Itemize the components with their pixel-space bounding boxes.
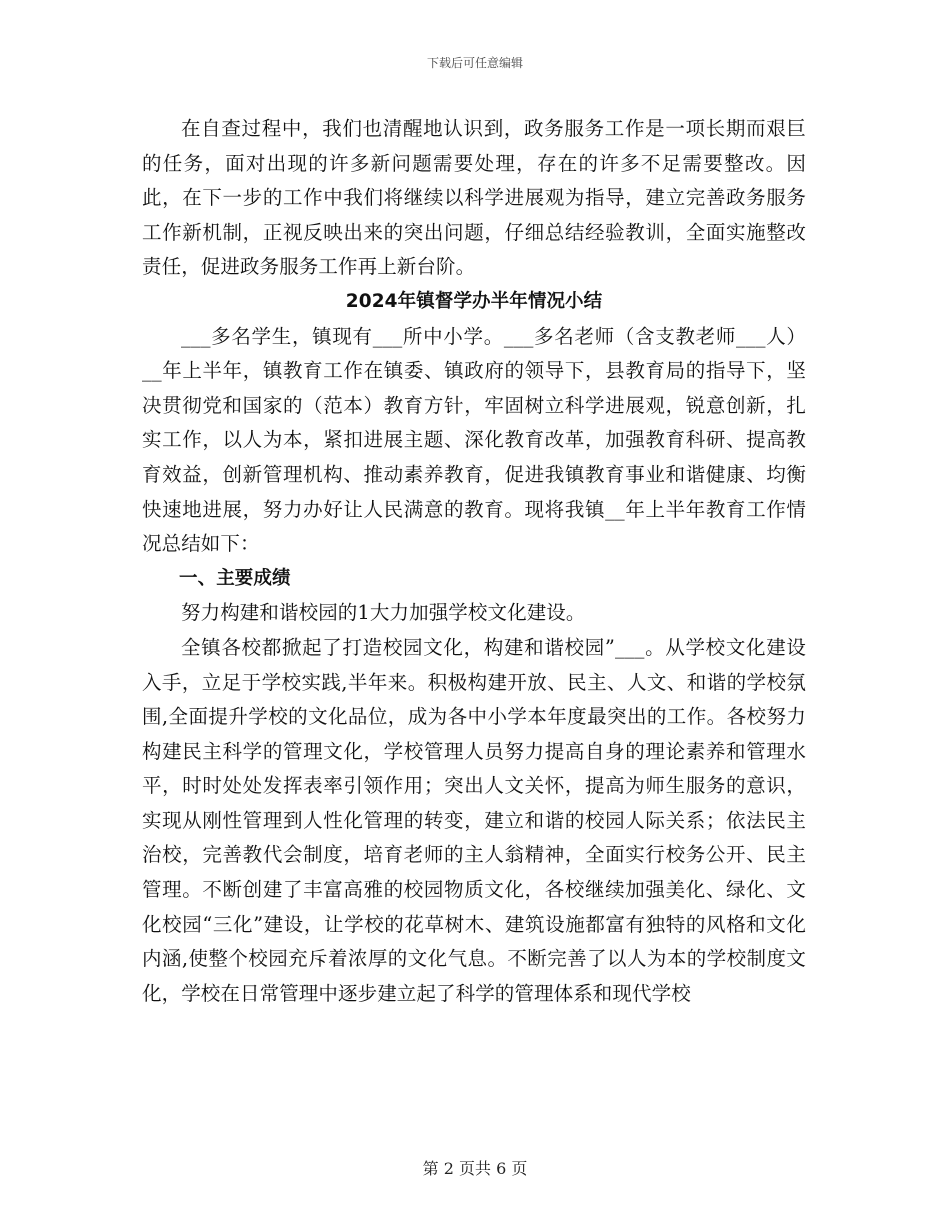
paragraph-self-inspection: 在自查过程中，我们也清醒地认识到，政务服务工作是一项长期而艰巨的任务，面对出现的许多新问题需要处理，存在的许多不足需要整改。因此，在下一步的工作中我们将继续以科学进展观为指导，建立完善政务服务工作新机制，正视反映出来的突出问题，仔细总结经验教训，全面实施整改责任，促进政务服务工作再上新台阶。 [142,117,806,279]
section-heading-achievements: 一、主要成绩 [179,567,291,589]
document-body [142,112,806,1011]
paragraph-overview: ___多名学生，镇现有___所中小学。___多名老师（含支教老师___人）__年上半年，镇教育工作在镇委、镇政府的领导下，县教育局的指导下，坚决贯彻党和国家的（范本）教育方针，牢固树立科学进展观，锐意创新，扎实工作，以人为本，紧扣进展主题、深化教育改革，加强教育科研、提高教育效益，创新管理机构、推动素养教育，促进我镇教育事业和谐健康、均衡快速地进展，努力办好让人民满意的教育。现将我镇__年上半年教育工作情况总结如下： [142,324,806,556]
paragraph-campus-culture: 全镇各校都掀起了打造校园文化，构建和谐校园”___。从学校文化建设入手，立足于学校实践,半年来。积极构建开放、民主、人文、和谐的学校氛围,全面提升学校的文化品位，成为各中小学本年度最突出的工作。各校努力构建民主科学的管理文化，学校管理人员努力提高自身的理论素养和管理水平，时时处处发挥表率引领作用；突出人文关怀，提高为师生服务的意识，实现从刚性管理到人性化管理的转变，建立和谐的校园人际关系；依法民主治校，完善教代会制度，培育老师的主人翁精神，全面实行校务公开、民主管理。不断创建了丰富高雅的校园物质文化，各校继续加强美化、绿化、文化校园“三化”建设，让学校的花草树木、建筑设施都富有独特的风格和文化内涵,使整个校园充斥着浓厚的文化气息。不断完善了以人为本的学校制度文化，学校在日常管理中逐步建立起了科学的管理体系和现代学校 [142,635,806,1005]
paragraph-harmonious-campus: 努力构建和谐校园的1大力加强学校文化建设。 [181,601,586,625]
document-title: 2024年镇督学办半年情况小结 [345,290,603,312]
page-header: 下载后可任意编辑 [426,56,523,70]
page-number: 第 2 页共 6 页 [422,1159,528,1178]
